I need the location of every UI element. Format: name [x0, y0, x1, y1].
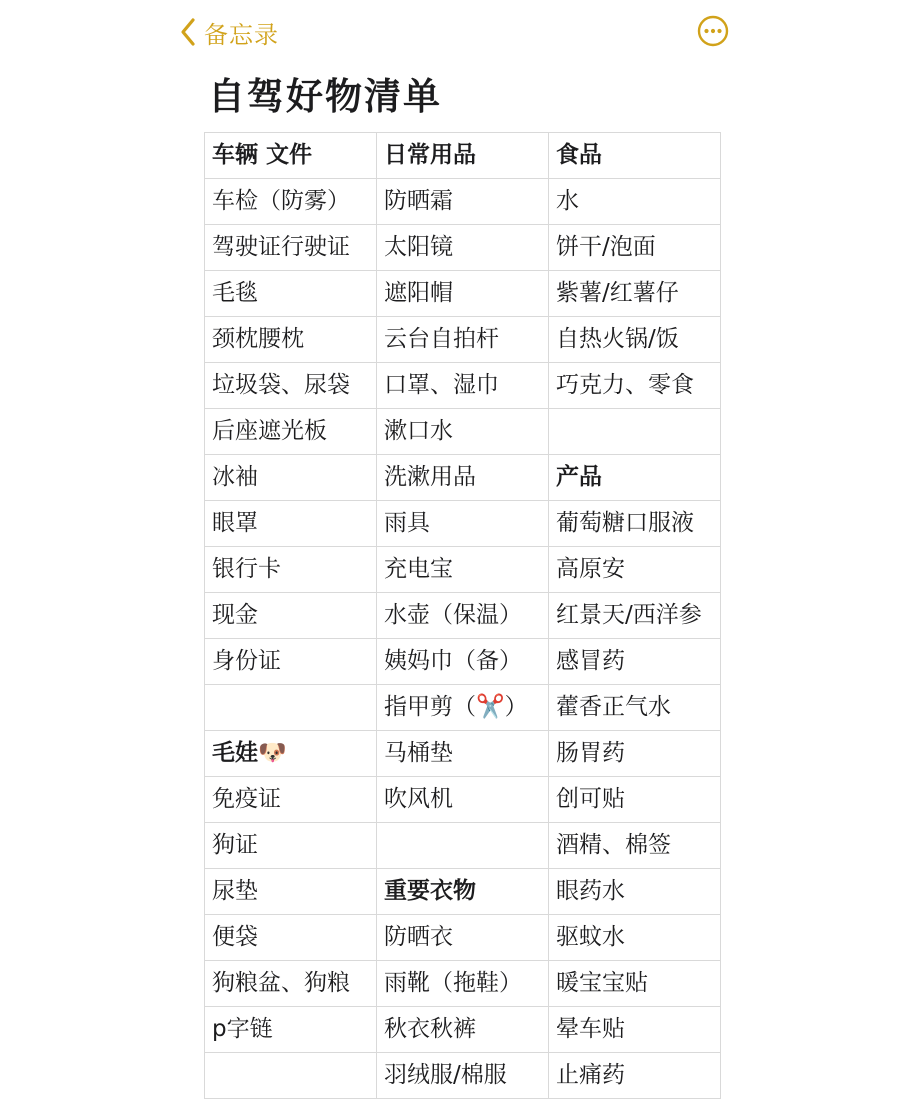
table-cell[interactable]: 口罩、湿巾 — [377, 363, 549, 409]
table-section-header-cell[interactable]: 日常用品 — [377, 133, 549, 179]
table-cell[interactable]: 防晒衣 — [377, 915, 549, 961]
table-row — [205, 501, 721, 547]
table-section-header-cell[interactable]: 毛娃🐶 — [205, 731, 377, 777]
table-cell[interactable]: 颈枕腰枕 — [205, 317, 377, 363]
back-button[interactable] — [180, 14, 279, 50]
table-cell[interactable]: 雨靴（拖鞋） — [377, 961, 549, 1007]
table-cell[interactable] — [205, 1053, 377, 1099]
note-title[interactable]: 自驾好物清单 — [208, 75, 442, 118]
table-cell[interactable]: 姨妈巾（备） — [377, 639, 549, 685]
table-cell[interactable]: 饼干/泡面 — [549, 225, 721, 271]
table-cell[interactable] — [205, 685, 377, 731]
table-cell[interactable]: 驾驶证行驶证 — [205, 225, 377, 271]
table-row — [205, 409, 721, 455]
table-row — [205, 1053, 721, 1099]
table-cell[interactable]: 遮阳帽 — [377, 271, 549, 317]
table-section-header-cell[interactable]: 产品 — [549, 455, 721, 501]
ellipsis-circle-icon — [697, 15, 729, 47]
table-cell[interactable]: 高原安 — [549, 547, 721, 593]
table-cell[interactable]: 葡萄糖口服液 — [549, 501, 721, 547]
table-cell[interactable]: 狗证 — [205, 823, 377, 869]
table-row — [205, 363, 721, 409]
table-row — [205, 915, 721, 961]
table-cell[interactable]: 尿垫 — [205, 869, 377, 915]
table-cell[interactable]: 毛毯 — [205, 271, 377, 317]
table-cell[interactable]: 眼药水 — [549, 869, 721, 915]
table-cell[interactable]: 自热火锅/饭 — [549, 317, 721, 363]
back-button-label: 备忘录 — [204, 20, 279, 49]
table-cell[interactable]: 巧克力、零食 — [549, 363, 721, 409]
table-cell[interactable]: 冰袖 — [205, 455, 377, 501]
table-cell[interactable]: 紫薯/红薯仔 — [549, 271, 721, 317]
table-cell[interactable]: 肠胃药 — [549, 731, 721, 777]
table-cell[interactable]: 指甲剪（✂️） — [377, 685, 549, 731]
table-cell[interactable] — [377, 823, 549, 869]
table-row — [205, 455, 721, 501]
table-row — [205, 731, 721, 777]
table-cell[interactable]: 止痛药 — [549, 1053, 721, 1099]
table-row — [205, 317, 721, 363]
table-cell[interactable]: p字链 — [205, 1007, 377, 1053]
table-cell[interactable]: 红景天/西洋参 — [549, 593, 721, 639]
table-cell[interactable]: 银行卡 — [205, 547, 377, 593]
table-row — [205, 777, 721, 823]
table-cell[interactable]: 免疫证 — [205, 777, 377, 823]
table-row — [205, 593, 721, 639]
table-section-header-cell[interactable]: 重要衣物 — [377, 869, 549, 915]
table-cell[interactable]: 垃圾袋、尿袋 — [205, 363, 377, 409]
table-cell[interactable]: 晕车贴 — [549, 1007, 721, 1053]
table-row — [205, 869, 721, 915]
table-cell[interactable]: 酒精、棉签 — [549, 823, 721, 869]
table-row — [205, 961, 721, 1007]
table-row — [205, 639, 721, 685]
checklist-table — [204, 132, 721, 1099]
more-options-button[interactable] — [697, 15, 729, 47]
table-cell[interactable]: 狗粮盆、狗粮 — [205, 961, 377, 1007]
table-cell[interactable]: 创可贴 — [549, 777, 721, 823]
table-cell[interactable]: 暖宝宝贴 — [549, 961, 721, 1007]
table-cell[interactable]: 眼罩 — [205, 501, 377, 547]
table-cell[interactable]: 感冒药 — [549, 639, 721, 685]
table-row — [205, 1007, 721, 1053]
table-cell[interactable]: 充电宝 — [377, 547, 549, 593]
table-cell[interactable]: 漱口水 — [377, 409, 549, 455]
table-row — [205, 271, 721, 317]
table-section-header-cell[interactable]: 食品 — [549, 133, 721, 179]
table-cell[interactable]: 雨具 — [377, 501, 549, 547]
table-cell[interactable]: 防晒霜 — [377, 179, 549, 225]
table-cell[interactable]: 吹风机 — [377, 777, 549, 823]
table-cell[interactable]: 便袋 — [205, 915, 377, 961]
table-row — [205, 179, 721, 225]
table-cell[interactable]: 现金 — [205, 593, 377, 639]
table-cell[interactable] — [549, 409, 721, 455]
table-cell[interactable]: 云台自拍杆 — [377, 317, 549, 363]
table-cell[interactable]: 太阳镜 — [377, 225, 549, 271]
table-row — [205, 685, 721, 731]
chevron-left-icon — [180, 17, 196, 47]
table-cell[interactable]: 秋衣秋裤 — [377, 1007, 549, 1053]
table-cell[interactable]: 马桶垫 — [377, 731, 549, 777]
table-cell[interactable]: 后座遮光板 — [205, 409, 377, 455]
table-cell[interactable]: 身份证 — [205, 639, 377, 685]
table-row — [205, 133, 721, 179]
table-row — [205, 823, 721, 869]
table-cell[interactable]: 羽绒服/棉服 — [377, 1053, 549, 1099]
table-section-header-cell[interactable]: 车辆 文件 — [205, 133, 377, 179]
table-cell[interactable]: 水壶（保温） — [377, 593, 549, 639]
table-cell[interactable]: 车检（防雾） — [205, 179, 377, 225]
table-cell[interactable]: 洗漱用品 — [377, 455, 549, 501]
table-cell[interactable]: 驱蚊水 — [549, 915, 721, 961]
table-cell[interactable]: 藿香正气水 — [549, 685, 721, 731]
table-cell[interactable]: 水 — [549, 179, 721, 225]
table-row — [205, 547, 721, 593]
table-row — [205, 225, 721, 271]
